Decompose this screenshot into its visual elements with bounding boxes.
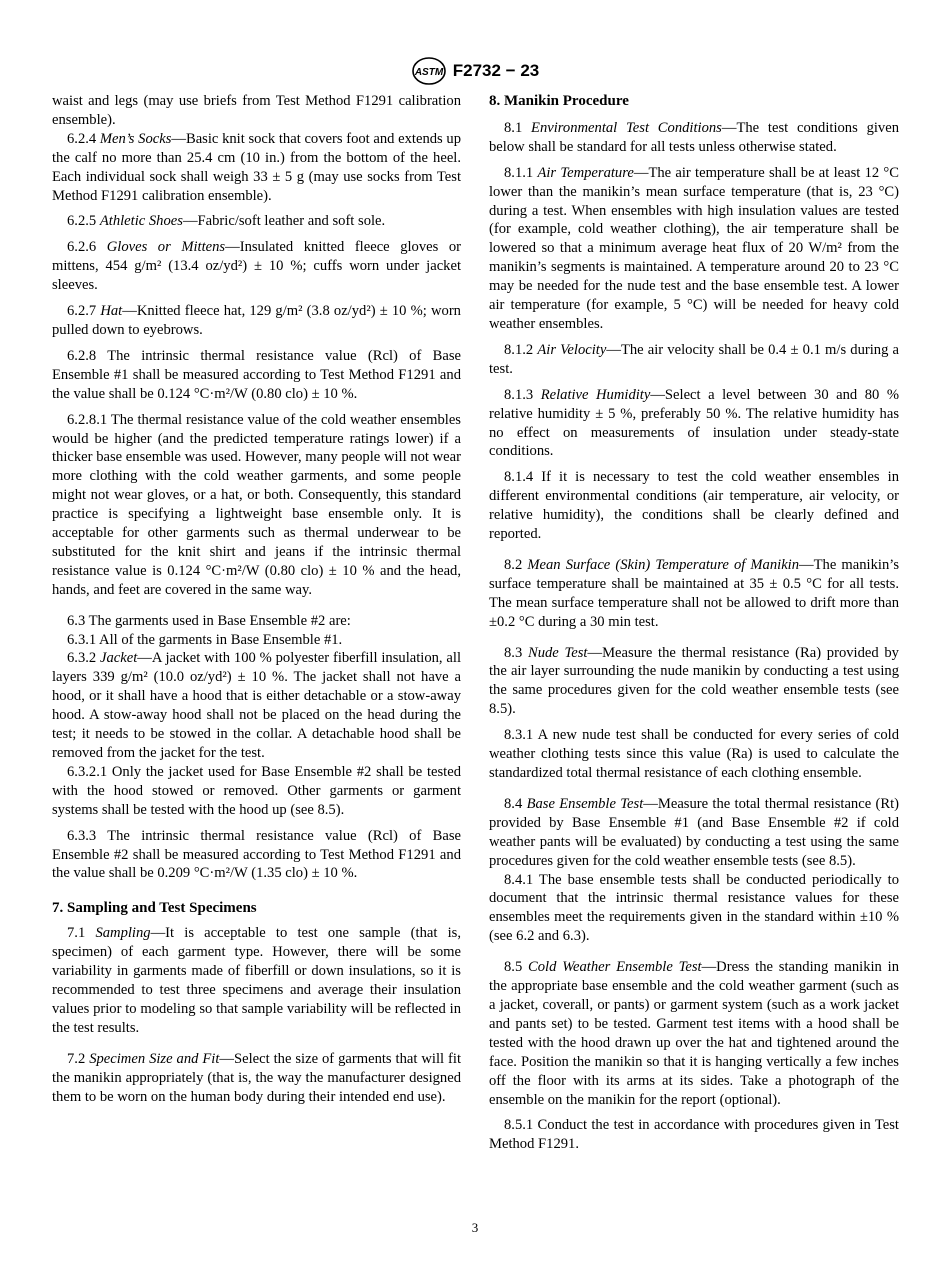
section-heading-8: 8. Manikin Procedure xyxy=(489,93,629,109)
section-title: Mean Surface (Skin) Temperature of Manikin xyxy=(527,556,800,573)
section-text: —Basic knit sock that covers foot and extends up the calf no more than 25.4 cm (10 in.) from the bottom of the heel. Each individual sock shall weigh 33 ± 5 g (may use socks from Test Method F1291 calibration ensemble). xyxy=(52,130,461,204)
right-column xyxy=(489,92,899,1154)
section-text: —The air temperature shall be at least 12 °C lower than the manikin’s mean surface temperature (that is, 23 °C) during a test. When ensembles with high insulation values are tested (for example, cold weather clothing), the air temperature shall be lowered so that a minimum average heat flux of 20 W/m² from the manikin’s segments is maintained. A temperature around 20 to 23 °C may be needed for the nude test and the base ensemble test. A lower air temperature (for example, 5 °C) will be needed for heavy cold weather ensembles. xyxy=(489,164,899,332)
section-number: 8.5 xyxy=(504,959,523,976)
paragraph-continued xyxy=(52,92,461,130)
section-8-5-1: 8.5.1 Conduct the test in accordance with procedures given in Test Method F1291. xyxy=(489,1117,899,1153)
section-6-2-8: 6.2.8 The intrinsic thermal resistance value (Rcl) of Base Ensemble #1 shall be measured according to Test Method F1291 and the value shall be 0.124 °C·m²/W (0.80 clo) ± 10 %. xyxy=(52,347,461,402)
section-number: 8.3 xyxy=(504,644,523,661)
section-text: —Knitted fleece hat, 129 g/m² (3.8 oz/yd²) ± 10 %; worn pulled down to eyebrows. xyxy=(52,303,461,338)
section-number: 8.1.3 xyxy=(504,386,534,403)
section-8-1 xyxy=(489,119,899,157)
section-8-5 xyxy=(489,958,899,1109)
section-title: Gloves or Mittens xyxy=(106,239,226,256)
section-text: —Select a level between 30 and 80 % relative humidity ± 5 %, preferably 50 %. The relative humidity has no effect on measurements of insulation under steady-state conditions. xyxy=(489,386,899,460)
section-title: Air Velocity xyxy=(537,341,607,358)
section-number: 8.1 xyxy=(504,119,523,136)
section-title: Athletic Shoes xyxy=(99,213,183,230)
section-6-3: 6.3 The garments used in Base Ensemble #2 are: xyxy=(67,612,351,629)
section-number: 6.2.6 xyxy=(67,239,97,256)
section-number: 6.3.2 xyxy=(67,650,97,667)
logo-text: ASTM xyxy=(414,67,443,78)
section-title: Base Ensemble Test xyxy=(526,795,644,812)
section-title: Jacket xyxy=(100,650,138,667)
section-heading-7: 7. Sampling and Test Specimens xyxy=(52,900,257,917)
section-number: 8.2 xyxy=(504,556,523,573)
section-number: 6.2.4 xyxy=(67,130,97,147)
section-6-2-4 xyxy=(52,130,461,206)
paragraph-text: waist and legs (may use briefs from Test Method F1291 calibration ensemble). xyxy=(52,93,461,128)
section-number: 8.1.1 xyxy=(504,164,534,181)
section-text: —Select the size of garments that will fit the manikin appropriately (that is, the way the manufacturer designed them to be worn on the human body during their intended end use). xyxy=(52,1050,461,1105)
section-number: 6.2.5 xyxy=(67,213,97,230)
section-8-4-1: 8.4.1 The base ensemble tests shall be conducted periodically to document that the intrinsic thermal resistance values for these ensembles meet the requirements given in the standard within ±10 % (see 6.2 and 6.3). xyxy=(489,871,899,945)
section-text: —Measure the total thermal resistance (Rt) provided by Base Ensemble #1 (and Base Ensemble #2 if cold weather pants will be evaluated) by conducting a test using the same procedures given for the cold weather ensemble tests (see 8.5). xyxy=(489,795,899,869)
section-number: 6.2.7 xyxy=(67,303,97,320)
page-number: 3 xyxy=(471,1220,479,1235)
section-7-1 xyxy=(52,924,461,1037)
section-8-1-1 xyxy=(489,164,899,334)
section-6-2-6 xyxy=(52,238,461,295)
section-6-2-7 xyxy=(52,302,461,340)
section-8-2 xyxy=(489,556,899,632)
page-header xyxy=(0,56,950,86)
section-title: Environmental Test Conditions xyxy=(531,119,722,136)
section-number: 8.1.2 xyxy=(504,341,534,358)
section-8-4 xyxy=(489,795,899,871)
section-text: —The test conditions given below shall be standard for all tests unless otherwise stated. xyxy=(489,119,899,155)
section-text: —It is acceptable to test one sample (that is, specimen) of each garment type. However, there will be some variability in garments made of fiberfill or down insulations, so it is recommended to test three specimens and average their insulation values prior to modeling so that sample variability will be reflected in the test results. xyxy=(52,925,461,1036)
section-text: —Dress the standing manikin in the appropriate base ensemble and the cold weather garment (such as a jacket, coverall, or pants) or garment system (such as a work jacket and pants set) to be tested. Garment test items with a hood shall be tested with the hood drawn up over the hat and tightened around the face. Position the manikin so that it is hanging vertically a few inches off the floor with its arms at its sides. Take a photograph of the ensemble on the manikin for the report (optional). xyxy=(489,959,899,1108)
astm-logo-icon xyxy=(411,56,447,86)
section-8-1-4: 8.1.4 If it is necessary to test the cold weather ensembles in different environmental conditions (air temperature, air velocity, or relative humidity), the conditions shall be clearly defined and reported. xyxy=(489,469,899,543)
section-title: Men’s Socks xyxy=(99,130,172,147)
section-6-3-3: 6.3.3 The intrinsic thermal resistance value (Rcl) of Base Ensemble #2 shall be measured according to Test Method F1291 and the value shall be 0.209 °C·m²/W (1.35 clo) ± 10 %. xyxy=(52,827,461,882)
section-text: —The manikin’s surface temperature shall be maintained at 35 ± 0.5 °C for all tests. The mean surface temperature shall not be allowed to drift more than ±0.2 °C during a 30 min test. xyxy=(489,556,899,630)
section-7-2 xyxy=(52,1050,461,1107)
section-6-3-2 xyxy=(52,649,461,762)
section-title: Sampling xyxy=(95,925,151,942)
section-title: Nude Test xyxy=(527,644,588,661)
section-title: Air Temperature xyxy=(537,164,634,181)
section-8-3-1: 8.3.1 A new nude test shall be conducted for every series of cold weather clothing tests since this value (Ra) is used to calculate the standardized total thermal resistance of each clothing ensemble. xyxy=(489,727,899,781)
section-number: 7.1 xyxy=(67,925,86,942)
section-6-2-5 xyxy=(52,212,461,231)
left-column xyxy=(52,92,461,1106)
section-number: 7.2 xyxy=(67,1050,86,1067)
section-8-1-2 xyxy=(489,341,899,379)
section-title: Hat xyxy=(100,303,123,320)
section-number: 8.4 xyxy=(504,795,523,812)
section-6-2-8-1: 6.2.8.1 The thermal resistance value of the cold weather ensembles would be higher (and the predicted temperature ratings lower) if a thicker base ensemble was used. However, many people will not wear more clothing with the cold weather garments, and some people might not wear gloves, or a hat, or both. Consequently, this standard practice is specifying a lightweight base ensemble only. It is acceptable for other garments such as thermal underwear to be substituted for the knit shirt and jeans if the intrinsic thermal resistance value is 0.124 °C·m²/W (0.80 clo) ± 10 % and the head, hands, and feet are covered in the same way. xyxy=(52,411,461,598)
section-text: —Measure the thermal resistance (Ra) provided by the air layer surrounding the nude manikin by conducting a test using the same procedures given for the cold weather ensemble tests (see 8.5). xyxy=(489,644,899,718)
section-6-3-2-1: 6.3.2.1 Only the jacket used for Base Ensemble #2 shall be tested with the hood stowed or removed. Other garments or garment systems shall be tested with the hood up (see 8.5). xyxy=(52,763,461,818)
section-6-3-1: 6.3.1 All of the garments in Base Ensemble #1. xyxy=(67,631,343,648)
section-title: Specimen Size and Fit xyxy=(89,1050,220,1067)
section-text: —Fabric/soft leather and soft sole. xyxy=(182,213,386,230)
section-text: —A jacket with 100 % polyester fiberfill insulation, all layers 339 g/m² (10.0 oz/yd²) ± 10 %. The jacket shall not have a hood, or it shall have a hood that is either detachable or a stow-away hood. A stow-away hood shall not be placed on the head during the test; it needs to be stowed in the collar. A detachable hood shall be removed from the jacket for the test. xyxy=(52,650,461,761)
section-text: —The air velocity shall be 0.4 ± 0.1 m/s during a test. xyxy=(489,341,899,377)
standard-designation: F2732 − 23 xyxy=(452,61,540,80)
section-8-1-3 xyxy=(489,386,899,462)
section-title: Cold Weather Ensemble Test xyxy=(528,959,702,976)
section-title: Relative Humidity xyxy=(540,386,651,403)
section-text: —Insulated knitted fleece gloves or mittens, 454 g/m² (13.4 oz/yd²) ± 10 %; cuffs worn under jacket sleeves. xyxy=(52,239,461,294)
section-8-3 xyxy=(489,644,899,720)
